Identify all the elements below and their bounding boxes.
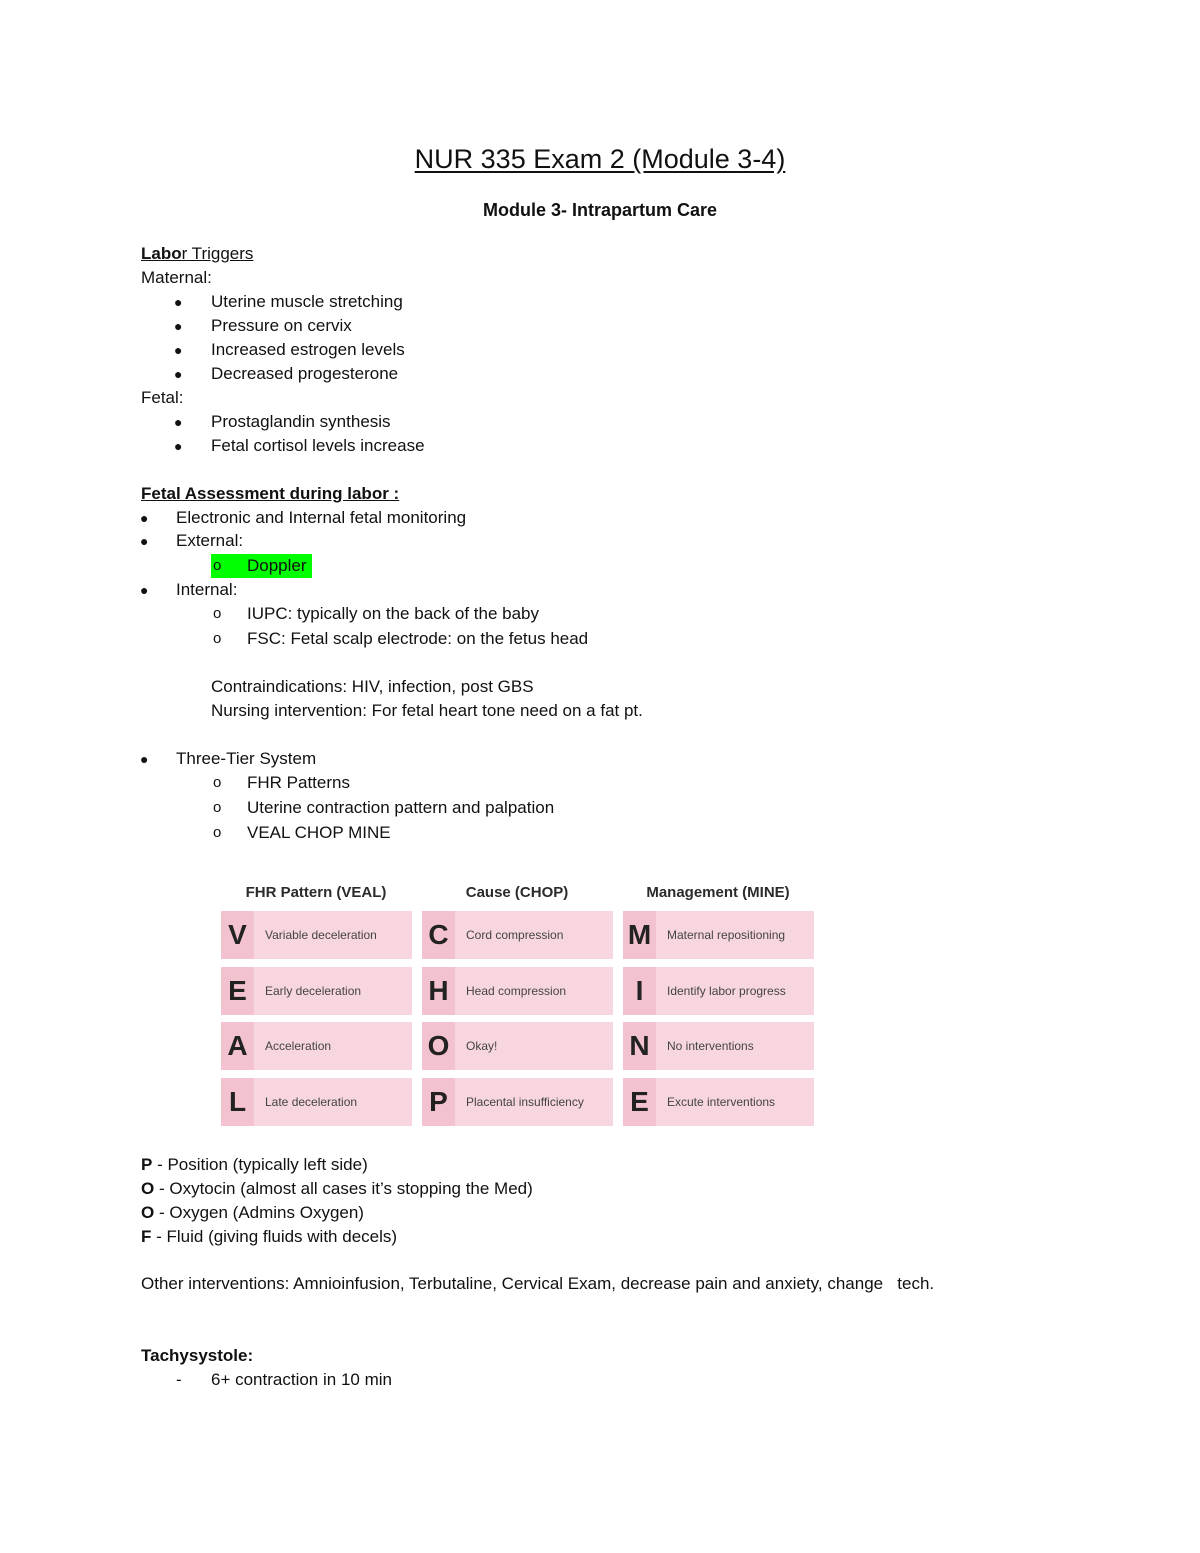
mnemonic-letter: E [623,1078,656,1126]
maternal-label: Maternal: [141,268,212,287]
pooh-text: - Oxygen (Admins Oxygen) [154,1203,364,1222]
module-subtitle: Module 3- Intrapartum Care [482,200,718,220]
mnemonic-text: Acceleration [265,1039,332,1053]
circle-bullet-icon: o [213,630,222,647]
mnemonic-text: Okay! [466,1039,498,1053]
pooh-item [141,1226,397,1248]
pooh-text: - Oxytocin (almost all cases it’s stopping the Med) [154,1179,533,1198]
bullet-icon: ● [140,582,149,598]
mnemonic-letter: E [221,967,254,1015]
table-cell [422,1078,613,1126]
table-cell [422,1022,613,1070]
table-cell [221,1022,412,1070]
pooh-key: P [141,1155,153,1174]
contraindications-text: Contraindications: HIV, infection, post GBS [211,677,534,696]
mnemonic-text: Cord compression [466,928,564,942]
list-item: Uterine contraction pattern and palpation [247,798,555,817]
column-header: Cause (CHOP) [465,884,569,901]
three-tier-label: Three-Tier System [176,749,317,768]
circle-bullet-icon: o [213,824,222,841]
nursing-intervention-text: Nursing intervention: For fetal heart tone need on a fat pt. [211,701,643,720]
circle-bullet-icon: o [213,774,222,791]
mnemonic-text: No interventions [667,1039,754,1053]
bullet-icon: ● [140,510,149,526]
labor-triggers-heading-bold: Labo [141,244,182,263]
labor-triggers-heading [141,243,253,265]
dash-bullet-icon: - [176,1370,182,1389]
table-cell [422,911,613,959]
bullet-icon: ● [140,751,149,767]
circle-bullet-icon: o [213,605,222,622]
veal-chop-mine-table [220,880,820,1130]
list-item: Uterine muscle stretching [211,292,403,311]
mnemonic-text: Variable deceleration [265,928,377,942]
mnemonic-letter: M [623,911,656,959]
mnemonic-letter: O [422,1022,455,1070]
document-title: NUR 335 Exam 2 (Module 3-4) [414,144,786,174]
bullet-icon: ● [140,533,149,549]
table-cell [623,1078,814,1126]
mnemonic-text: Head compression [466,984,567,998]
labor-triggers-heading-rest: r Triggers [181,244,254,263]
mnemonic-letter: N [623,1022,656,1070]
mnemonic-text: Early deceleration [265,984,362,998]
pooh-text: - Fluid (giving fluids with decels) [151,1227,398,1246]
mnemonic-letter: V [221,911,254,959]
list-item: Prostaglandin synthesis [211,412,391,431]
pooh-key: F [141,1227,152,1246]
list-item: IUPC: typically on the back of the baby [247,604,539,623]
list-item: Decreased progesterone [211,364,399,383]
pooh-text: - Position (typically left side) [152,1155,368,1174]
tachysystole-heading: Tachysystole: [141,1346,254,1365]
bullet-icon: ● [174,294,183,310]
mnemonic-letter: C [422,911,455,959]
mnemonic-text: Maternal repositioning [667,928,786,942]
pooh-item [141,1202,364,1224]
doppler-highlight [211,554,312,578]
table-cell [623,911,814,959]
mnemonic-letter: I [623,967,656,1015]
pooh-key: O [141,1203,155,1222]
list-item: 6+ contraction in 10 min [211,1370,392,1389]
table-cell [623,1022,814,1070]
circle-bullet-icon: o [213,799,222,816]
bullet-icon: ● [174,342,183,358]
mnemonic-text: Excute interventions [667,1095,776,1109]
list-item: FHR Patterns [247,773,350,792]
pooh-item [141,1178,533,1200]
bullet-icon: ● [174,438,183,454]
pooh-item [141,1154,368,1176]
list-item: Increased estrogen levels [211,340,405,359]
mnemonic-text: Placental insufficiency [466,1095,584,1109]
mnemonic-letter: L [221,1078,254,1126]
bullet-icon: ● [174,366,183,382]
pooh-key: O [141,1179,155,1198]
table-cell [221,911,412,959]
bullet-icon: ● [174,318,183,334]
list-item: Electronic and Internal fetal monitoring [176,508,467,527]
column-header: FHR Pattern (VEAL) [245,884,387,901]
mnemonic-text: Identify labor progress [667,984,786,998]
table-cell [221,1078,412,1126]
fetal-label: Fetal: [141,388,184,407]
list-item: VEAL CHOP MINE [247,823,391,842]
circle-bullet-icon: o [213,557,222,574]
table-cell [221,967,412,1015]
fetal-assessment-heading: Fetal Assessment during labor : [141,484,400,503]
external-label: External: [176,531,244,550]
mnemonic-text: Late deceleration [265,1095,358,1109]
other-interventions-text: Other interventions: Amnioinfusion, Terbutaline, Cervical Exam, decrease pain and anxiety, change tech. [141,1274,935,1293]
internal-label: Internal: [176,580,238,599]
list-item: FSC: Fetal scalp electrode: on the fetus head [247,629,589,648]
mnemonic-letter: H [422,967,455,1015]
bullet-icon: ● [174,414,183,430]
column-header: Management (MINE) [646,884,790,901]
list-item: Pressure on cervix [211,316,352,335]
table-cell [422,967,613,1015]
table-cell [623,967,814,1015]
mnemonic-letter: A [221,1022,254,1070]
doppler-text: Doppler [247,556,307,575]
list-item: Fetal cortisol levels increase [211,436,425,455]
mnemonic-letter: P [422,1078,455,1126]
